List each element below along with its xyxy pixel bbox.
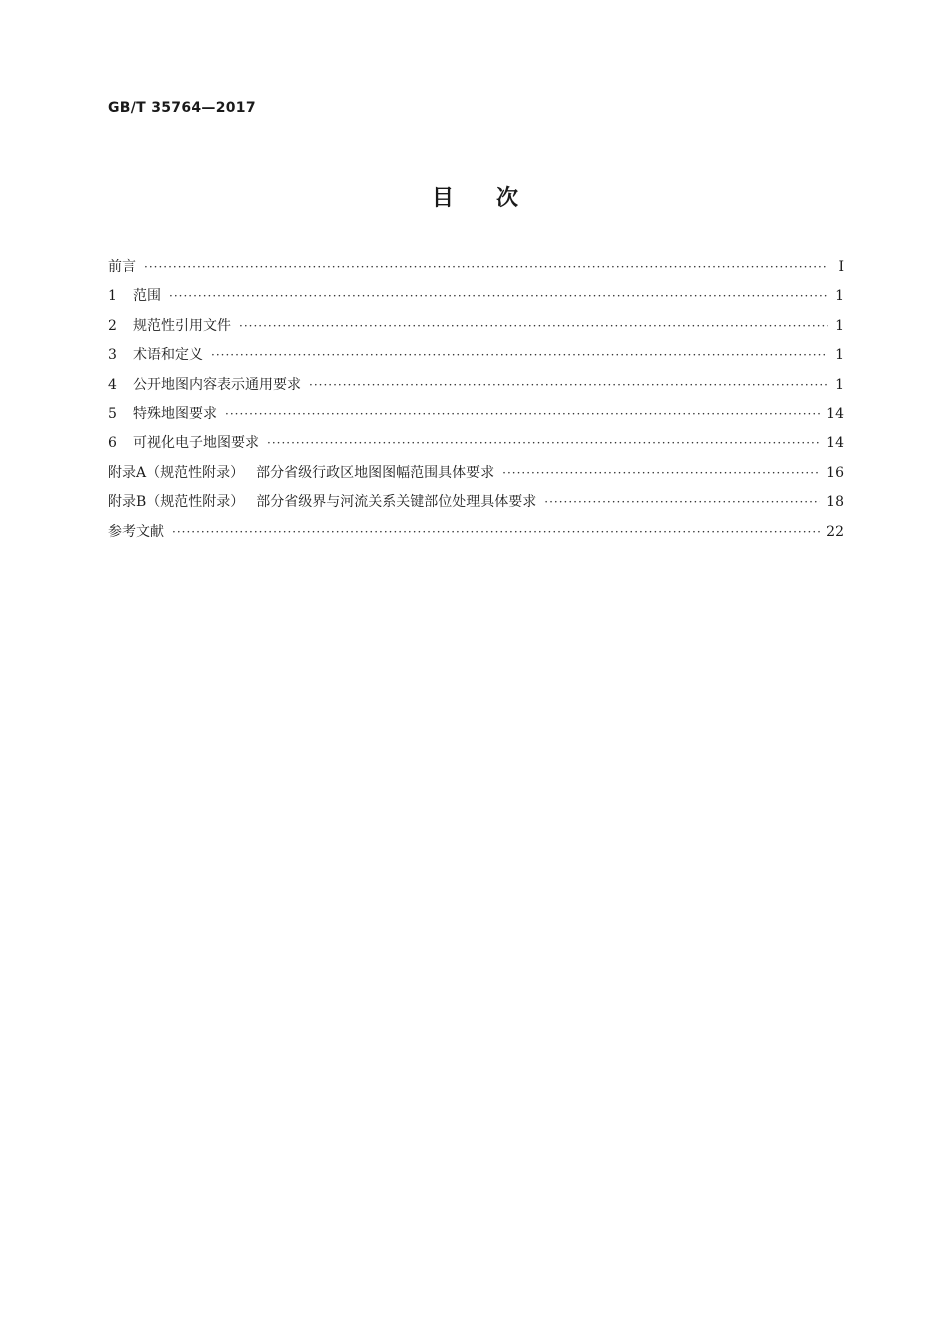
dot-leader [239, 319, 828, 333]
toc-entry-title: 公开地图内容表示通用要求 [133, 376, 301, 393]
toc-entry-title: 规范性引用文件 [133, 317, 231, 334]
dot-leader [267, 436, 820, 450]
toc-entry-title [108, 491, 536, 511]
appendix-subtitle: 部分省级界与河流关系关键部位处理具体要求 [256, 494, 537, 511]
toc-entry-general-requirements[interactable] [108, 374, 844, 403]
toc-entry-number: 1 [108, 288, 117, 305]
dot-leader [502, 466, 820, 480]
toc-entry-page: Ⅰ [838, 259, 844, 275]
toc-entry-visual-electronic-maps[interactable] [108, 432, 844, 461]
toc-entry-title: 范围 [133, 288, 161, 305]
toc-entry-page: 1 [835, 376, 844, 393]
toc-entry-terms-definitions[interactable] [108, 344, 844, 373]
table-of-contents [108, 256, 844, 550]
dot-leader [169, 289, 828, 303]
toc-entry-page: 18 [826, 494, 844, 511]
toc-entry-title: 可视化电子地图要求 [133, 435, 259, 452]
toc-entry-normative-references[interactable] [108, 315, 844, 344]
toc-entry-number: 6 [108, 435, 117, 452]
dot-leader [309, 378, 828, 392]
toc-entry-appendix-a[interactable] [108, 462, 844, 491]
toc-entry-foreword[interactable] [108, 256, 844, 285]
toc-entry-title: 特殊地图要求 [133, 405, 217, 422]
toc-entry-page: 1 [835, 347, 844, 364]
dot-leader [144, 260, 828, 274]
toc-entry-title: 参考文献 [108, 523, 164, 540]
toc-entry-page: 14 [826, 435, 844, 452]
toc-entry-special-maps[interactable] [108, 403, 844, 432]
toc-entry-page: 14 [826, 405, 844, 422]
toc-entry-number: 2 [108, 317, 117, 334]
standard-number: GB/T 35764—2017 [108, 100, 256, 116]
toc-entry-page: 16 [826, 464, 844, 481]
appendix-label: 附录B（规范性附录） [108, 494, 245, 511]
toc-entry-title [108, 462, 494, 482]
toc-entry-title: 前言 [108, 259, 136, 275]
toc-entry-appendix-b[interactable] [108, 491, 844, 520]
toc-heading: 目次 [431, 186, 560, 211]
toc-entry-page: 1 [835, 317, 844, 334]
toc-entry-number: 3 [108, 347, 117, 364]
toc-entry-bibliography[interactable] [108, 521, 844, 550]
dot-leader [225, 407, 820, 421]
toc-entry-page: 1 [835, 288, 844, 305]
toc-entry-scope[interactable] [108, 285, 844, 314]
dot-leader [211, 348, 828, 362]
dot-leader [544, 495, 820, 509]
appendix-subtitle: 部分省级行政区地图图幅范围具体要求 [256, 464, 495, 481]
toc-entry-number: 5 [108, 405, 117, 422]
dot-leader [172, 525, 820, 539]
toc-entry-number: 4 [108, 376, 117, 393]
toc-entry-page: 22 [826, 523, 844, 540]
toc-entry-title: 术语和定义 [133, 347, 203, 364]
appendix-label: 附录A（规范性附录） [108, 464, 245, 481]
